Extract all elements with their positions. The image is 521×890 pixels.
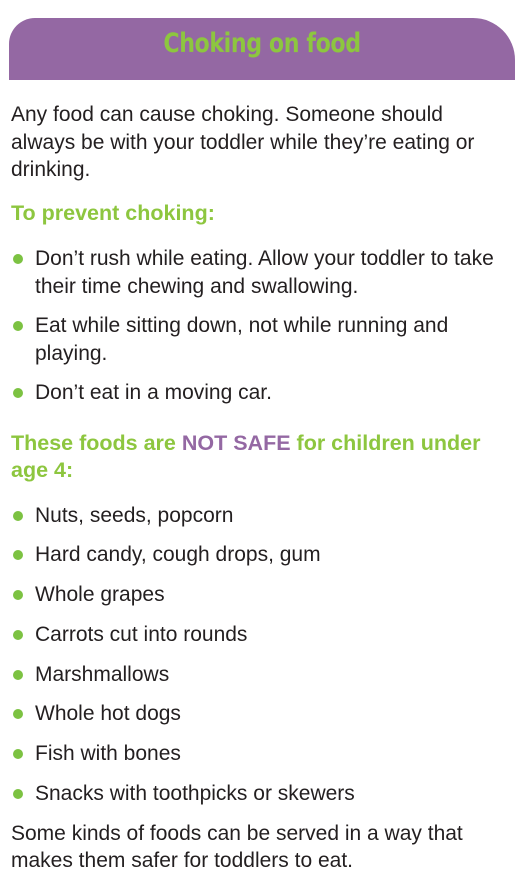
list-item-text: Eat while sitting down, not while running and playing. xyxy=(35,314,449,365)
list-item xyxy=(11,780,511,808)
list-item-text: Fish with bones xyxy=(35,742,181,766)
list-item xyxy=(11,312,511,367)
not-safe-emphasis: NOT SAFE xyxy=(181,430,291,455)
bullet-icon xyxy=(13,670,23,680)
not-safe-foods-heading xyxy=(11,430,511,485)
bullet-icon xyxy=(13,388,23,398)
content xyxy=(11,101,511,875)
bullet-icon xyxy=(13,749,23,759)
bullet-icon xyxy=(13,254,23,264)
list-item xyxy=(11,379,511,407)
list-item-text: Don’t eat in a moving car. xyxy=(35,381,272,404)
list-item xyxy=(11,581,511,609)
closing-paragraph: Some kinds of foods can be served in a way that makes them safer for toddlers to eat. xyxy=(11,821,463,873)
list-item-text: Whole grapes xyxy=(35,583,165,607)
list-item xyxy=(11,621,511,649)
not-safe-heading-start: These foods are xyxy=(11,430,182,455)
list-item xyxy=(11,245,511,300)
prevent-choking-list xyxy=(11,245,511,407)
bullet-icon xyxy=(13,550,23,560)
list-item xyxy=(11,502,511,530)
list-item-text: Whole hot dogs xyxy=(35,702,181,726)
bullet-icon xyxy=(13,630,23,640)
list-item xyxy=(11,700,511,728)
list-item-text: Marshmallows xyxy=(35,662,170,686)
list-item-text: Carrots cut into rounds xyxy=(35,622,248,646)
list-item-text: Don’t rush while eating. Allow your toddler to take their time chewing and swallowing. xyxy=(35,247,494,298)
bullet-icon xyxy=(13,590,23,600)
list-item xyxy=(11,661,511,689)
list-item-text: Snacks with toothpicks or skewers xyxy=(35,782,355,806)
list-item xyxy=(11,740,511,768)
title-banner xyxy=(9,18,515,80)
bullet-icon xyxy=(13,709,23,719)
not-safe-foods-list xyxy=(11,502,511,808)
intro-paragraph: Any food can cause choking. Someone should always be with your toddler while they’re eating or drinking. xyxy=(11,103,475,181)
bullet-icon xyxy=(13,511,23,521)
page-title: Choking on food xyxy=(163,28,361,59)
list-item-text: Nuts, seeds, popcorn xyxy=(35,503,234,527)
prevent-choking-heading: To prevent choking: xyxy=(11,200,215,225)
list-item-text: Hard candy, cough drops, gum xyxy=(35,543,321,567)
not-safe-heading-end: for children under age 4: xyxy=(11,430,481,482)
list-item xyxy=(11,541,511,569)
bullet-icon xyxy=(13,321,23,331)
bullet-icon xyxy=(13,789,23,799)
